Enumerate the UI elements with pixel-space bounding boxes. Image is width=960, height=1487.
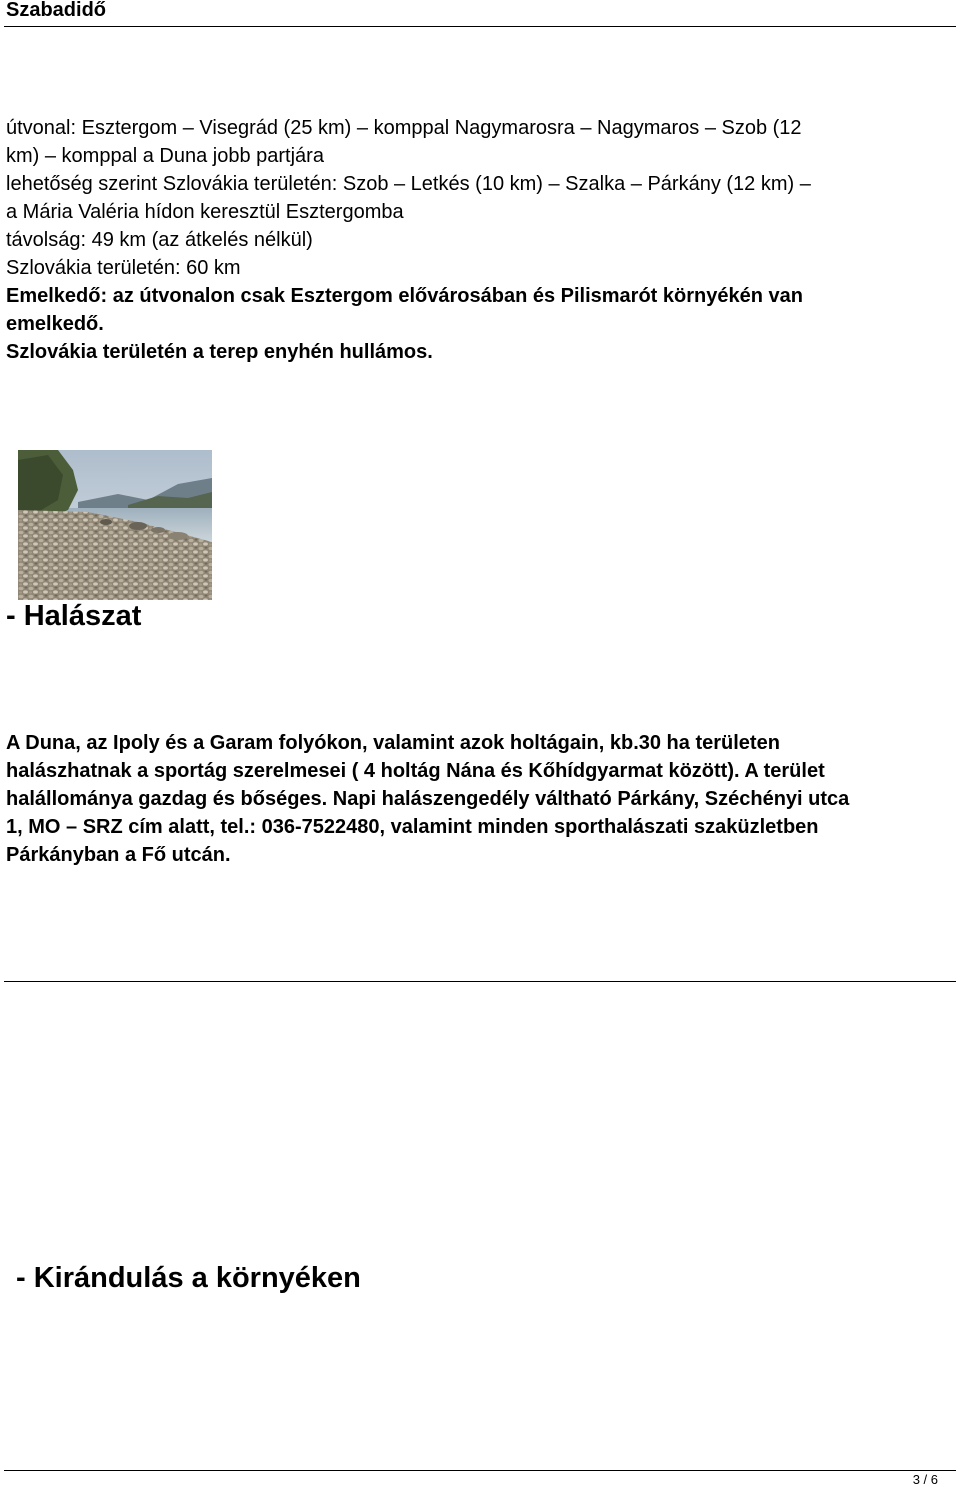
- route-line: a Mária Valéria hídon keresztül Esztergomba: [6, 201, 404, 223]
- fishing-line: A Duna, az Ipoly és a Garam folyókon, valamint azok holtágain, kb.30 ha területen: [6, 732, 780, 754]
- footer-divider: [4, 1470, 956, 1471]
- fishing-paragraph: [6, 729, 956, 869]
- header-divider: [4, 26, 956, 27]
- terrain-line: Szlovákia területén a terep enyhén hullámos.: [6, 341, 433, 363]
- route-line: lehetőség szerint Szlovákia területén: Szob – Letkés (10 km) – Szalka – Párkány (12 km) –: [6, 173, 811, 195]
- route-description: [6, 114, 954, 366]
- route-line: Szlovákia területén: 60 km: [6, 257, 241, 279]
- route-line: útvonal: Esztergom – Visegrád (25 km) – komppal Nagymarosra – Nagymaros – Szob (12: [6, 117, 802, 139]
- fishing-section-heading: - Halászat: [6, 600, 142, 632]
- elevation-line: emelkedő.: [6, 313, 104, 335]
- route-line: km) – komppal a Duna jobb partjára: [6, 145, 324, 167]
- excursion-section-heading: - Kirándulás a környéken: [16, 1262, 361, 1294]
- page-header-title: Szabadidő: [6, 0, 107, 21]
- elevation-line: Emelkedő: az útvonalon csak Esztergom elővárosában és Pilismarót környékén van: [6, 285, 803, 307]
- section-divider: [4, 981, 956, 982]
- fishing-line: halállománya gazdag és bőséges. Napi halászengedély váltható Párkány, Széchényi utca: [6, 788, 850, 810]
- route-line: távolság: 49 km (az átkelés nélkül): [6, 229, 313, 251]
- river-shore-photo: [18, 450, 212, 600]
- page-number: 3 / 6: [912, 1472, 938, 1487]
- fishing-line: halászhatnak a sportág szerelmesei ( 4 holtág Nána és Kőhídgyarmat között). A terület: [6, 760, 825, 782]
- fishing-line: 1, MO – SRZ cím alatt, tel.: 036-7522480, valamint minden sporthalászati szaküzletben: [6, 816, 819, 838]
- fishing-line: Párkányban a Fő utcán.: [6, 844, 231, 866]
